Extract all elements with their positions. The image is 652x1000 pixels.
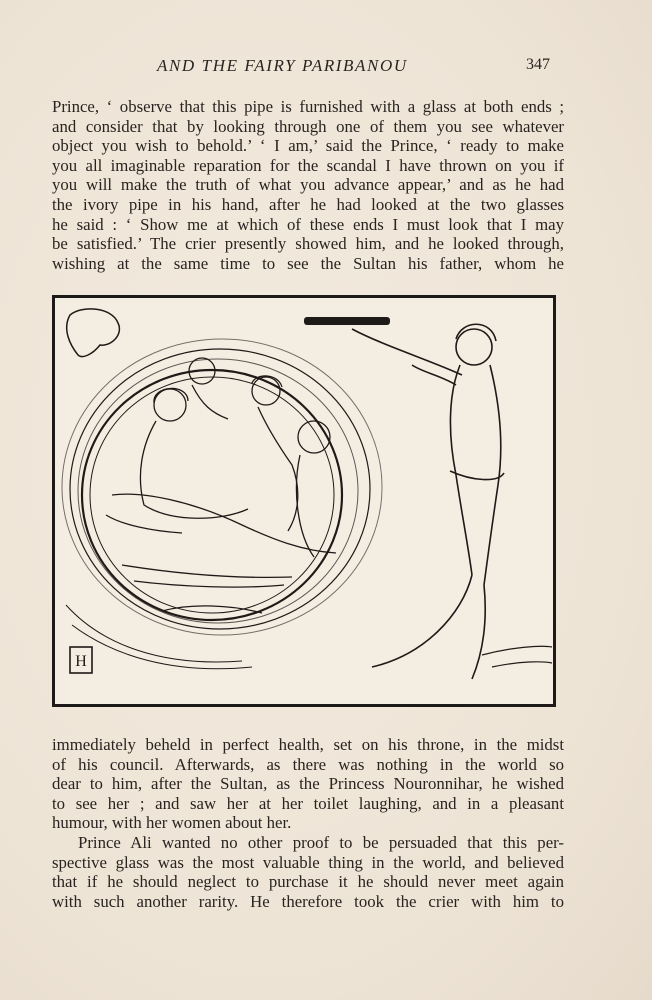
text-line: he said : ‘ Show me at which of these ends I must look that I may [52, 214, 564, 234]
text-line: object you wish to behold.’ ‘ I am,’ said the Prince, ‘ ready to make [52, 136, 564, 156]
text-line: the ivory pipe in his hand, after he had looked at the two glasses [52, 194, 564, 214]
text-line: dear to him, after the Sultan, as the Princess Nouronnihar, he wished [52, 774, 564, 794]
text-line: humour, with her women about her. [52, 813, 292, 833]
text-line: immediately beheld in perfect health, set on his throne, in the midst [52, 735, 564, 754]
text-line: you will make the truth of what you advance appear,’ and as he had [52, 175, 564, 195]
text-line: of his council. Afterwards, as there was nothing in the world so [52, 754, 564, 774]
running-head [52, 56, 552, 78]
text-line: you all imaginable reparation for the scandal I have thrown on you if [52, 155, 564, 175]
text-line: Prince, ‘ observe that this pipe is furnished with a glass at both ends ; [52, 97, 564, 116]
text-line: with such another rarity. He therefore took the crier with him to [52, 891, 564, 911]
illustration-drawing [52, 295, 556, 707]
text-line: Prince Ali wanted no other proof to be persuaded that this per- [78, 832, 564, 852]
page-number: 347 [526, 56, 550, 73]
text-line: that if he should neglect to purchase it he should never meet again [52, 872, 564, 892]
text-line: be satisfied.’ The crier presently showed him, and he looked through, [52, 234, 564, 254]
text-line: wishing at the same time to see the Sultan his father, whom he [52, 253, 564, 273]
illustration-frame [54, 297, 555, 706]
paragraph-top [52, 97, 564, 273]
illustration-prince-with-spyglass [52, 295, 556, 707]
paragraph-bottom [52, 735, 564, 911]
text-line: and consider that by looking through one of them you see whatever [52, 116, 564, 136]
spyglass [304, 317, 390, 325]
text-line: spective glass was the most valuable thing in the world, and believed [52, 852, 564, 872]
text-line: to see her ; and saw her at her toilet laughing, and in a pleasant [52, 793, 564, 813]
running-title: AND THE FAIRY PARIBANOU [157, 56, 408, 75]
monogram: H [75, 653, 87, 670]
